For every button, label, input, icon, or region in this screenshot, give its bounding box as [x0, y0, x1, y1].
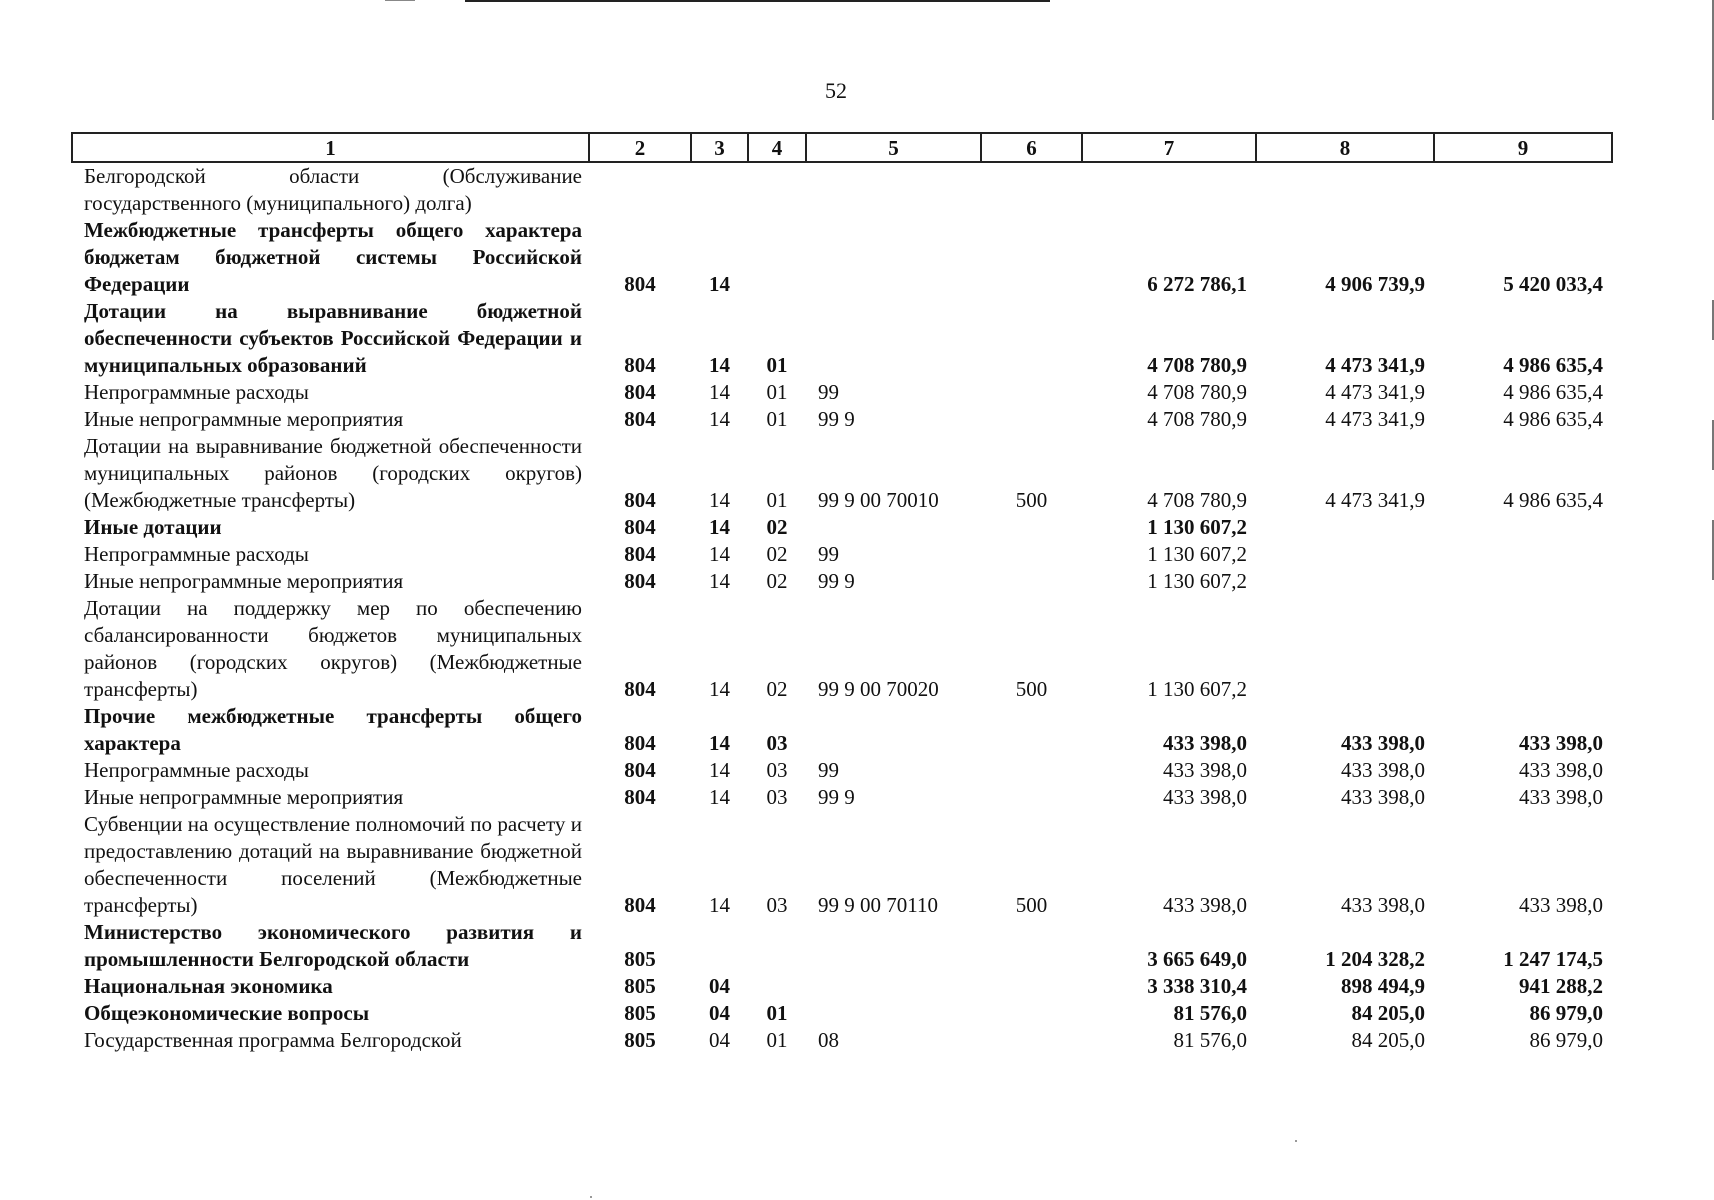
amount-col-7: 433 398,0	[1163, 731, 1247, 755]
item-name: Иные дотации	[84, 515, 222, 539]
expense-type-code: 500	[1015, 677, 1048, 701]
amount-col-7: 1 130 607,2	[1147, 677, 1247, 701]
ministry-code: 804	[624, 380, 656, 404]
amount-col-9	[1434, 568, 1612, 595]
amount-col-9: 433 398,0	[1519, 785, 1603, 809]
item-name: Министерство экономического развития и промышленности Белгородской области	[84, 920, 582, 971]
section-code: 14	[709, 515, 730, 539]
ministry-code: 804	[624, 488, 656, 512]
section-code: 14	[709, 272, 730, 296]
amount-col-7	[1082, 162, 1256, 217]
target-article-code: 99	[818, 758, 839, 782]
target-article-code	[806, 703, 981, 757]
budget-table	[71, 132, 1613, 1054]
amount-col-7: 1 130 607,2	[1147, 569, 1247, 593]
scan-speck	[590, 1196, 592, 1198]
table-row	[72, 757, 1612, 784]
target-article-code	[806, 973, 981, 1000]
table-row	[72, 784, 1612, 811]
column-header: 9	[1434, 133, 1612, 162]
section-code: 14	[709, 407, 730, 431]
section-code: 14	[709, 731, 730, 755]
section-code	[691, 162, 748, 217]
section-code: 04	[709, 974, 730, 998]
subsection-code: 01	[766, 1001, 788, 1025]
amount-col-7: 4 708 780,9	[1147, 353, 1247, 377]
table-row	[72, 1027, 1612, 1054]
amount-col-9	[1434, 514, 1612, 541]
expense-type-code	[981, 568, 1082, 595]
section-code: 04	[709, 1028, 730, 1052]
expense-type-code	[981, 406, 1082, 433]
amount-col-8: 898 494,9	[1341, 974, 1425, 998]
amount-col-8: 433 398,0	[1341, 785, 1425, 809]
amount-col-7: 1 130 607,2	[1147, 542, 1247, 566]
ministry-code: 804	[624, 353, 656, 377]
ministry-code: 805	[624, 1028, 656, 1052]
amount-col-8: 433 398,0	[1341, 731, 1425, 755]
item-name: Межбюджетные трансферты общего характера бюджетам бюджетной системы Российской Федерации	[84, 218, 582, 296]
subsection-code	[748, 162, 806, 217]
amount-col-7: 433 398,0	[1163, 758, 1247, 782]
target-article-code: 99 9	[818, 407, 855, 431]
subsection-code: 01	[766, 407, 788, 431]
expense-type-code	[981, 757, 1082, 784]
ministry-code: 804	[624, 515, 656, 539]
subsection-code	[748, 919, 806, 973]
target-article-code	[806, 217, 981, 298]
amount-col-9: 433 398,0	[1519, 731, 1603, 755]
ministry-code: 804	[624, 407, 656, 431]
amount-col-7: 3 665 649,0	[1147, 947, 1247, 971]
amount-col-9: 4 986 635,4	[1503, 407, 1603, 431]
subsection-code: 02	[766, 677, 788, 701]
expense-type-code	[981, 784, 1082, 811]
amount-col-9: 4 986 635,4	[1503, 380, 1603, 404]
subsection-code: 03	[766, 731, 788, 755]
expense-type-code	[981, 1000, 1082, 1027]
section-code: 14	[709, 542, 730, 566]
table-row	[72, 541, 1612, 568]
amount-col-8: 1 204 328,2	[1325, 947, 1425, 971]
column-header: 8	[1256, 133, 1434, 162]
target-article-code	[806, 919, 981, 973]
section-code: 14	[709, 380, 730, 404]
target-article-code: 99 9	[818, 785, 855, 809]
target-article-code: 99 9 00 70110	[818, 893, 938, 917]
ministry-code: 805	[624, 1001, 656, 1025]
expense-type-code	[981, 162, 1082, 217]
ministry-code: 805	[624, 947, 656, 971]
amount-col-8	[1256, 568, 1434, 595]
table-row	[72, 811, 1612, 919]
ministry-code: 804	[624, 677, 656, 701]
ministry-code: 804	[624, 731, 656, 755]
table-row	[72, 406, 1612, 433]
expense-type-code	[981, 541, 1082, 568]
table-row	[72, 433, 1612, 514]
section-code: 14	[709, 785, 730, 809]
expense-type-code	[981, 298, 1082, 379]
amount-col-9: 86 979,0	[1529, 1001, 1603, 1025]
item-name: Прочие межбюджетные трансферты общего характера	[84, 704, 582, 755]
amount-col-9: 1 247 174,5	[1503, 947, 1603, 971]
page-number: 52	[825, 78, 847, 103]
amount-col-9	[1434, 162, 1612, 217]
subsection-code: 03	[766, 758, 788, 782]
amount-col-8: 84 205,0	[1351, 1001, 1425, 1025]
amount-col-9: 941 288,2	[1519, 974, 1603, 998]
amount-col-9	[1434, 595, 1612, 703]
item-name: Государственная программа Белгородской	[84, 1028, 462, 1052]
ministry-code	[589, 162, 691, 217]
amount-col-7: 4 708 780,9	[1147, 488, 1247, 512]
subsection-code: 02	[766, 569, 788, 593]
table-row	[72, 514, 1612, 541]
amount-col-9: 5 420 033,4	[1503, 272, 1603, 296]
amount-col-7: 433 398,0	[1163, 785, 1247, 809]
table-row	[72, 1000, 1612, 1027]
amount-col-9	[1434, 541, 1612, 568]
amount-col-7: 3 338 310,4	[1147, 974, 1247, 998]
expense-type-code	[981, 919, 1082, 973]
amount-col-9: 433 398,0	[1519, 893, 1603, 917]
table-row	[72, 568, 1612, 595]
item-name: Дотации на выравнивание бюджетной обеспеченности субъектов Российской Федерации и муниципальных образований	[84, 299, 582, 377]
subsection-code: 01	[766, 488, 788, 512]
expense-type-code	[981, 973, 1082, 1000]
scan-artifact-line	[465, 0, 1050, 2]
expense-type-code	[981, 217, 1082, 298]
ministry-code: 804	[624, 569, 656, 593]
ministry-code: 804	[624, 272, 656, 296]
amount-col-8: 4 473 341,9	[1325, 353, 1425, 377]
item-name: Непрограммные расходы	[84, 758, 309, 782]
amount-col-8	[1256, 162, 1434, 217]
subsection-code: 01	[766, 1028, 788, 1052]
item-name: Дотации на выравнивание бюджетной обеспеченности муниципальных районов (городских округов) (Межбюджетные трансферты)	[84, 434, 582, 512]
column-header: 5	[806, 133, 981, 162]
section-code: 14	[709, 353, 730, 377]
subsection-code: 02	[766, 515, 788, 539]
amount-col-8	[1256, 595, 1434, 703]
amount-col-8: 4 473 341,9	[1325, 488, 1425, 512]
section-code: 14	[709, 488, 730, 512]
table-row	[72, 162, 1612, 217]
scan-speck	[1295, 1140, 1297, 1142]
amount-col-7: 1 130 607,2	[1147, 515, 1247, 539]
target-article-code: 99 9 00 70020	[818, 677, 939, 701]
item-name: Иные непрограммные мероприятия	[84, 785, 404, 809]
amount-col-9: 86 979,0	[1529, 1028, 1603, 1052]
target-article-code	[806, 298, 981, 379]
section-code: 14	[709, 677, 730, 701]
amount-col-9: 4 986 635,4	[1503, 353, 1603, 377]
expense-type-code	[981, 514, 1082, 541]
subsection-code: 03	[766, 893, 788, 917]
section-code: 14	[709, 893, 730, 917]
column-header: 7	[1082, 133, 1256, 162]
item-name: Дотации на поддержку мер по обеспечению сбалансированности бюджетов муниципальных районов (городских округов) (Межбюджетные трансферты)	[84, 596, 582, 701]
target-article-code: 99 9 00 70010	[818, 488, 939, 512]
column-header: 1	[72, 133, 589, 162]
column-header: 3	[691, 133, 748, 162]
amount-col-9: 4 986 635,4	[1503, 488, 1603, 512]
amount-col-7: 4 708 780,9	[1147, 407, 1247, 431]
item-name: Непрограммные расходы	[84, 380, 309, 404]
subsection-code	[748, 973, 806, 1000]
table-body	[72, 162, 1612, 1054]
expense-type-code	[981, 379, 1082, 406]
table-row	[72, 919, 1612, 973]
amount-col-8: 4 473 341,9	[1325, 407, 1425, 431]
target-article-code	[806, 514, 981, 541]
column-header: 4	[748, 133, 806, 162]
expense-type-code	[981, 703, 1082, 757]
ministry-code: 804	[624, 542, 656, 566]
amount-col-8: 433 398,0	[1341, 893, 1425, 917]
target-article-code: 99 9	[818, 569, 855, 593]
item-name: Белгородской области (Обслуживание государственного (муниципального) долга)	[84, 164, 582, 215]
table-row	[72, 379, 1612, 406]
ministry-code: 804	[624, 785, 656, 809]
amount-col-7: 81 576,0	[1173, 1028, 1247, 1052]
section-code: 04	[709, 1001, 730, 1025]
section-code	[691, 919, 748, 973]
expense-type-code: 500	[1015, 488, 1048, 512]
amount-col-8: 433 398,0	[1341, 758, 1425, 782]
amount-col-9: 433 398,0	[1519, 758, 1603, 782]
amount-col-8: 4 473 341,9	[1325, 380, 1425, 404]
column-header: 6	[981, 133, 1082, 162]
table-header-row	[72, 133, 1612, 162]
target-article-code	[806, 1000, 981, 1027]
amount-col-8: 84 205,0	[1351, 1028, 1425, 1052]
table-row	[72, 595, 1612, 703]
target-article-code: 08	[818, 1028, 839, 1052]
target-article-code	[806, 162, 981, 217]
amount-col-7: 433 398,0	[1163, 893, 1247, 917]
table-row	[72, 703, 1612, 757]
table-row	[72, 973, 1612, 1000]
item-name: Непрограммные расходы	[84, 542, 309, 566]
amount-col-8	[1256, 514, 1434, 541]
ministry-code: 805	[624, 974, 656, 998]
amount-col-8: 4 906 739,9	[1325, 272, 1425, 296]
scan-artifact-line	[385, 0, 415, 1]
subsection-code	[748, 217, 806, 298]
amount-col-7: 81 576,0	[1173, 1001, 1247, 1025]
ministry-code: 804	[624, 893, 656, 917]
target-article-code: 99	[818, 380, 839, 404]
subsection-code: 02	[766, 542, 788, 566]
subsection-code: 01	[766, 353, 788, 377]
section-code: 14	[709, 758, 730, 782]
column-header: 2	[589, 133, 691, 162]
item-name: Общеэкономические вопросы	[84, 1001, 370, 1025]
expense-type-code: 500	[1015, 893, 1048, 917]
item-name: Национальная экономика	[84, 974, 333, 998]
item-name: Субвенции на осуществление полномочий по расчету и предоставлению дотаций на выравнивание бюджетной обеспеченности поселений (Межбюджетные трансферты)	[84, 812, 582, 917]
section-code: 14	[709, 569, 730, 593]
table-row	[72, 217, 1612, 298]
amount-col-8	[1256, 541, 1434, 568]
expense-type-code	[981, 1027, 1082, 1054]
subsection-code: 03	[766, 785, 788, 809]
item-name: Иные непрограммные мероприятия	[84, 569, 404, 593]
item-name: Иные непрограммные мероприятия	[84, 407, 404, 431]
amount-col-7: 4 708 780,9	[1147, 380, 1247, 404]
table-row	[72, 298, 1612, 379]
subsection-code: 01	[766, 380, 788, 404]
amount-col-7: 6 272 786,1	[1147, 272, 1247, 296]
target-article-code: 99	[818, 542, 839, 566]
ministry-code: 804	[624, 758, 656, 782]
